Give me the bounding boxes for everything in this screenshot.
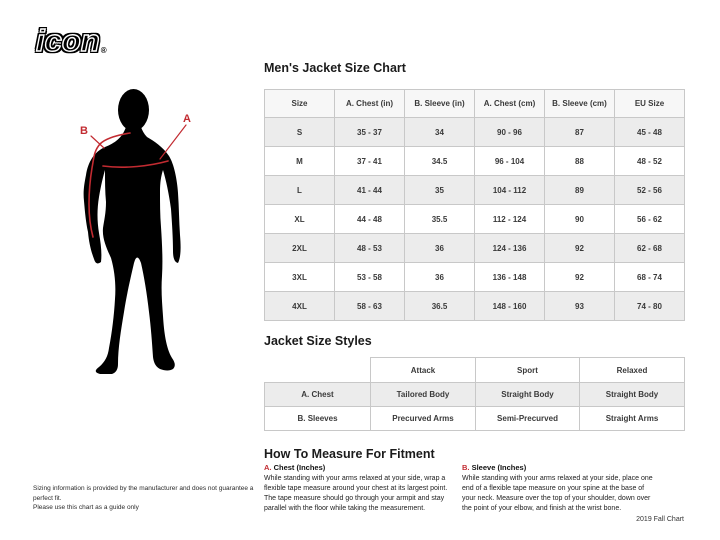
measure-sleeve-heading-text: Sleeve (Inches) bbox=[471, 463, 527, 472]
table-row bbox=[265, 205, 685, 234]
style-header-attack: Attack bbox=[371, 358, 476, 383]
cell-chest-in: 41 - 44 bbox=[335, 176, 405, 205]
style-table-header-row bbox=[265, 358, 685, 383]
cell-eu-size: 48 - 52 bbox=[615, 147, 685, 176]
cell-sleeve-cm: 92 bbox=[545, 263, 615, 292]
col-header-size: Size bbox=[265, 90, 335, 118]
figure-label-a: A bbox=[183, 113, 191, 125]
cell-sleeve-cm: 87 bbox=[545, 118, 615, 147]
figure-label-b: B bbox=[80, 125, 88, 137]
measure-sleeve-heading bbox=[462, 463, 659, 472]
measurement-figure bbox=[30, 80, 270, 390]
cell-chest-cm: 148 - 160 bbox=[475, 292, 545, 321]
cell-chest-in: 44 - 48 bbox=[335, 205, 405, 234]
cell-size: 3XL bbox=[265, 263, 335, 292]
cell-sleeve-cm: 92 bbox=[545, 234, 615, 263]
size-chart-title: Men's Jacket Size Chart bbox=[264, 61, 406, 75]
cell-chest-in: 35 - 37 bbox=[335, 118, 405, 147]
cell-sleeve-cm: 90 bbox=[545, 205, 615, 234]
cell-sleeve-cm: 88 bbox=[545, 147, 615, 176]
cell-chest-cm: 90 - 96 bbox=[475, 118, 545, 147]
cell-chest-cm: 124 - 136 bbox=[475, 234, 545, 263]
col-header-eu-size: EU Size bbox=[615, 90, 685, 118]
table-row bbox=[265, 118, 685, 147]
col-header-chest-cm: A. Chest (cm) bbox=[475, 90, 545, 118]
measure-chest-column bbox=[264, 463, 461, 514]
style-cell-relaxed-sleeves: Straight Arms bbox=[580, 407, 685, 431]
cell-sleeve-in: 36 bbox=[405, 234, 475, 263]
table-row bbox=[265, 147, 685, 176]
cell-sleeve-in: 36.5 bbox=[405, 292, 475, 321]
cell-chest-cm: 136 - 148 bbox=[475, 263, 545, 292]
style-chart-title: Jacket Size Styles bbox=[264, 334, 372, 348]
measure-sleeve-prefix: B. bbox=[462, 463, 470, 472]
cell-size: 2XL bbox=[265, 234, 335, 263]
measure-chest-body: While standing with your arms relaxed at your side, wrap a flexible tape measure around your chest at its largest point. The tape measure should go through your armpit and stay parallel with the floor while taking the measurement. bbox=[264, 475, 448, 512]
size-table-header-row bbox=[265, 90, 685, 118]
logo-text: icon bbox=[36, 23, 100, 58]
style-row-label: B. Sleeves bbox=[265, 407, 371, 431]
cell-sleeve-in: 36 bbox=[405, 263, 475, 292]
col-header-chest-in: A. Chest (in) bbox=[335, 90, 405, 118]
cell-eu-size: 56 - 62 bbox=[615, 205, 685, 234]
style-header-blank bbox=[265, 358, 371, 383]
measure-chest-prefix: A. bbox=[264, 463, 272, 472]
style-cell-relaxed-chest: Straight Body bbox=[580, 383, 685, 407]
cell-sleeve-cm: 89 bbox=[545, 176, 615, 205]
disclaimer-line-2: Please use this chart as a guide only bbox=[33, 504, 139, 511]
measure-chest-heading bbox=[264, 463, 461, 472]
cell-sleeve-in: 35 bbox=[405, 176, 475, 205]
label-a-pointer-line bbox=[160, 125, 186, 159]
cell-sleeve-in: 35.5 bbox=[405, 205, 475, 234]
style-row-label: A. Chest bbox=[265, 383, 371, 407]
cell-sleeve-cm: 93 bbox=[545, 292, 615, 321]
style-cell-attack-chest: Tailored Body bbox=[371, 383, 476, 407]
style-header-relaxed: Relaxed bbox=[580, 358, 685, 383]
cell-sleeve-in: 34 bbox=[405, 118, 475, 147]
style-cell-sport-chest: Straight Body bbox=[476, 383, 580, 407]
cell-eu-size: 45 - 48 bbox=[615, 118, 685, 147]
cell-size: L bbox=[265, 176, 335, 205]
icon-brand-logo bbox=[36, 24, 106, 66]
measure-sleeve-column bbox=[462, 463, 659, 514]
measure-chest-heading-text: Chest (Inches) bbox=[273, 463, 326, 472]
col-header-sleeve-cm: B. Sleeve (cm) bbox=[545, 90, 615, 118]
cell-chest-cm: 96 - 104 bbox=[475, 147, 545, 176]
table-row bbox=[265, 176, 685, 205]
style-cell-sport-sleeves: Semi-Precurved bbox=[476, 407, 580, 431]
disclaimer-line-1: Sizing information is provided by the manufacturer and does not guarantee a perfect fit. bbox=[33, 485, 254, 502]
mens-jacket-size-table bbox=[264, 89, 685, 321]
table-row bbox=[265, 407, 685, 431]
chart-edition-label: 2019 Fall Chart bbox=[636, 516, 684, 523]
cell-eu-size: 74 - 80 bbox=[615, 292, 685, 321]
table-row bbox=[265, 234, 685, 263]
cell-eu-size: 62 - 68 bbox=[615, 234, 685, 263]
cell-size: M bbox=[265, 147, 335, 176]
jacket-style-table bbox=[264, 357, 685, 431]
cell-size: XL bbox=[265, 205, 335, 234]
cell-chest-cm: 104 - 112 bbox=[475, 176, 545, 205]
cell-eu-size: 52 - 56 bbox=[615, 176, 685, 205]
cell-eu-size: 68 - 74 bbox=[615, 263, 685, 292]
style-header-sport: Sport bbox=[476, 358, 580, 383]
table-row bbox=[265, 383, 685, 407]
col-header-sleeve-in: B. Sleeve (in) bbox=[405, 90, 475, 118]
cell-sleeve-in: 34.5 bbox=[405, 147, 475, 176]
sizing-disclaimer bbox=[33, 484, 273, 513]
style-cell-attack-sleeves: Precurved Arms bbox=[371, 407, 476, 431]
table-row bbox=[265, 263, 685, 292]
measure-sleeve-body: While standing with your arms relaxed at your side, place one end of a flexible tape measure on your spine at the base of your neck. Measure over the top of your shoulder, down over the point of your elbow, and finish at the wrist bone. bbox=[462, 475, 653, 512]
cell-chest-cm: 112 - 124 bbox=[475, 205, 545, 234]
cell-size: S bbox=[265, 118, 335, 147]
cell-chest-in: 53 - 58 bbox=[335, 263, 405, 292]
registered-trademark-icon: ® bbox=[100, 46, 107, 55]
cell-chest-in: 58 - 63 bbox=[335, 292, 405, 321]
table-row bbox=[265, 292, 685, 321]
cell-size: 4XL bbox=[265, 292, 335, 321]
cell-chest-in: 48 - 53 bbox=[335, 234, 405, 263]
man-silhouette-icon bbox=[84, 89, 181, 374]
cell-chest-in: 37 - 41 bbox=[335, 147, 405, 176]
measure-section-title: How To Measure For Fitment bbox=[264, 447, 435, 461]
